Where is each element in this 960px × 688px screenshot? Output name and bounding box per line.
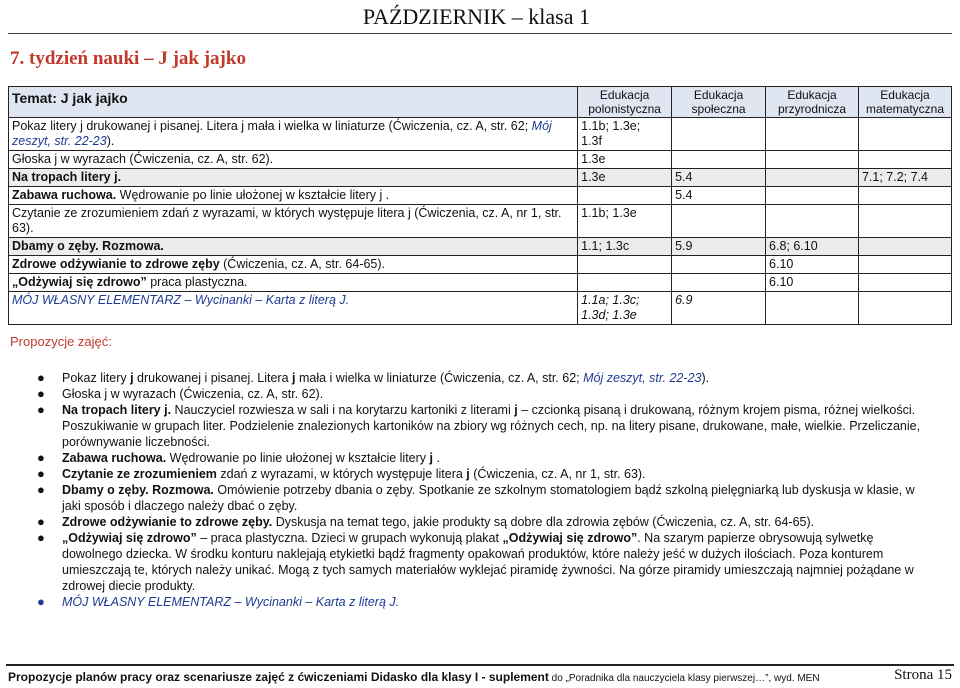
list-item: ● Na tropach litery j. Nauczyciel rozwiesza w sali i na korytarzu kartoniki z literami j – czcionką pisaną i drukowaną, różnym krojem pisma, różnej wielkości. Poszukiwanie w grupach liter. Podzielenie znalezionych kartoników na zbiory wg różnych cech, np. na litery pisane, drukowane, małe, wielkie. Przeliczanie, porównywanie liczebności. [37,402,921,449]
code-social [672,151,766,169]
code-polish [578,187,672,205]
code-math [858,187,951,205]
code-nature [766,292,859,325]
code-nature: 6.10 [766,256,859,274]
code-math [858,256,951,274]
bullet-icon: ● [37,594,45,609]
table-row [9,118,952,151]
edu-header-polish: Edukacja polonistyczna [578,87,672,118]
code-social: 5.4 [672,169,766,187]
bullet-icon: ● [37,482,45,497]
code-polish [578,256,672,274]
edu-header-nature: Edukacja przyrodnicza [766,87,859,118]
list-item: ● „Odżywiaj się zdrowo” – praca plastyczna. Dzieci w grupach wykonują plakat „Odżywiaj się zdrowo”. Na szarym papierze obrysowują sylwetkę dowolnego dziecka. W środku konturu naklejają etykietki bądź fragmenty opakowań produktów, które należy jeść w dużych ilościach. Poza konturem umieszczają te, których należy unikać. Mogą z tych samych materiałów wyklejać piramidę żywności. Na górze piramidy umieszczają najmniej pożądane w zdrowej diecie produkty. [37,530,914,593]
proposals-heading: Propozycje zajęć: [10,334,112,349]
code-math [858,292,951,325]
table-row [9,256,952,274]
code-nature: 6.8; 6.10 [766,238,859,256]
list-item: ● Głoska j w wyrazach (Ćwiczenia, cz. A, str. 62). [37,386,324,401]
code-polish [578,274,672,292]
bullet-icon: ● [37,466,45,481]
code-social [672,256,766,274]
page-header-title: PAŹDZIERNIK – klasa 1 [362,4,590,29]
code-nature [766,118,859,151]
code-nature [766,205,859,238]
code-math [858,274,951,292]
list-item: ● MÓJ WŁASNY ELEMENTARZ – Wycinanki – Karta z literą J. [37,594,400,609]
code-math [858,238,951,256]
code-social [672,118,766,151]
code-nature [766,169,859,187]
code-nature [766,187,859,205]
bullet-icon: ● [37,530,45,545]
row-description: Na tropach litery j. [9,169,578,187]
code-polish: 1.1b; 1.3e [578,205,672,238]
footer-divider [6,664,954,666]
code-social: 5.9 [672,238,766,256]
row-description: Zdrowe odżywianie to zdrowe zęby (Ćwiczenia, cz. A, str. 64-65). [9,256,578,274]
page-number: Strona 15 [894,667,952,683]
list-item: ● Czytanie ze zrozumieniem zdań z wyrazami, w których występuje litera j (Ćwiczenia, cz. A, nr 1, str. 63). [37,466,646,481]
table-row [9,274,952,292]
table-row [9,292,952,325]
table-row [9,151,952,169]
row-description: MÓJ WŁASNY ELEMENTARZ – Wycinanki – Karta z literą J. [9,292,578,325]
code-social [672,205,766,238]
edu-header-social: Edukacja społeczna [672,87,766,118]
code-nature [766,151,859,169]
code-polish: 1.1b; 1.3e; 1.3f [578,118,672,151]
table-row [9,187,952,205]
code-polish: 1.1; 1.3c [578,238,672,256]
list-item: ● Dbamy o zęby. Rozmowa. Omówienie potrzeby dbania o zęby. Spotkanie ze szkolnym stomatologiem bądź szkolną pielęgniarką lub dyskusja w klasie, w jaki sposób i dlaczego należy dbać o zęby. [37,482,915,513]
footer-text: Propozycje planów pracy oraz scenariusze zajęć z ćwiczeniami Didasko dla klasy I - suplement do „Poradnika dla nauczyciela klasy pierwszej…”, wyd. MEN [8,670,820,684]
row-description: Zabawa ruchowa. Wędrowanie po linie ułożonej w kształcie litery j . [9,187,578,205]
bullet-icon: ● [37,386,45,401]
topic-cell: Temat: J jak jajko [9,87,578,118]
bullet-icon: ● [37,450,45,465]
code-social: 5.4 [672,187,766,205]
code-nature: 6.10 [766,274,859,292]
code-math: 7.1; 7.2; 7.4 [858,169,951,187]
header-divider [8,33,952,34]
table-row [9,169,952,187]
week-title: 7. tydzień nauki – J jak jajko [10,48,246,69]
table-row [9,205,952,238]
list-item: ● Pokaz litery j drukowanej i pisanej. Litera j mała i wielka w liniaturze (Ćwiczenia, cz. A, str. 62; Mój zeszyt, str. 22-23). [37,370,710,385]
row-description: Głoska j w wyrazach (Ćwiczenia, cz. A, str. 62). [9,151,578,169]
lesson-plan-table [8,86,952,325]
bullet-icon: ● [37,402,45,417]
row-description: „Odżywiaj się zdrowo” praca plastyczna. [9,274,578,292]
row-description: Dbamy o zęby. Rozmowa. [9,238,578,256]
list-item: ● Zabawa ruchowa. Wędrowanie po linie ułożonej w kształcie litery j . [37,450,440,465]
code-polish: 1.3e [578,169,672,187]
row-description: Czytanie ze zrozumieniem zdań z wyrazami, w których występuje litera j (Ćwiczenia, cz. A, nr 1, str. 63). [9,205,578,238]
code-polish: 1.3e [578,151,672,169]
row-description: Pokaz litery j drukowanej i pisanej. Litera j mała i wielka w liniaturze (Ćwiczenia, cz. A, str. 62; Mój zeszyt, str. 22-23). [9,118,578,151]
proposals-list [37,370,932,610]
bullet-icon: ● [37,370,45,385]
list-item: ● Zdrowe odżywianie to zdrowe zęby. Dyskusja na temat tego, jakie produkty są dobre dla zdrowia zębów (Ćwiczenia, cz. A, str. 64-65). [37,514,815,529]
bullet-icon: ● [37,514,45,529]
table-row [9,238,952,256]
code-math [858,118,951,151]
code-polish: 1.1a; 1.3c; 1.3d; 1.3e [578,292,672,325]
code-math [858,205,951,238]
code-social: 6.9 [672,292,766,325]
code-social [672,274,766,292]
table-header-row [9,87,952,118]
code-math [858,151,951,169]
edu-header-math: Edukacja matematyczna [858,87,951,118]
